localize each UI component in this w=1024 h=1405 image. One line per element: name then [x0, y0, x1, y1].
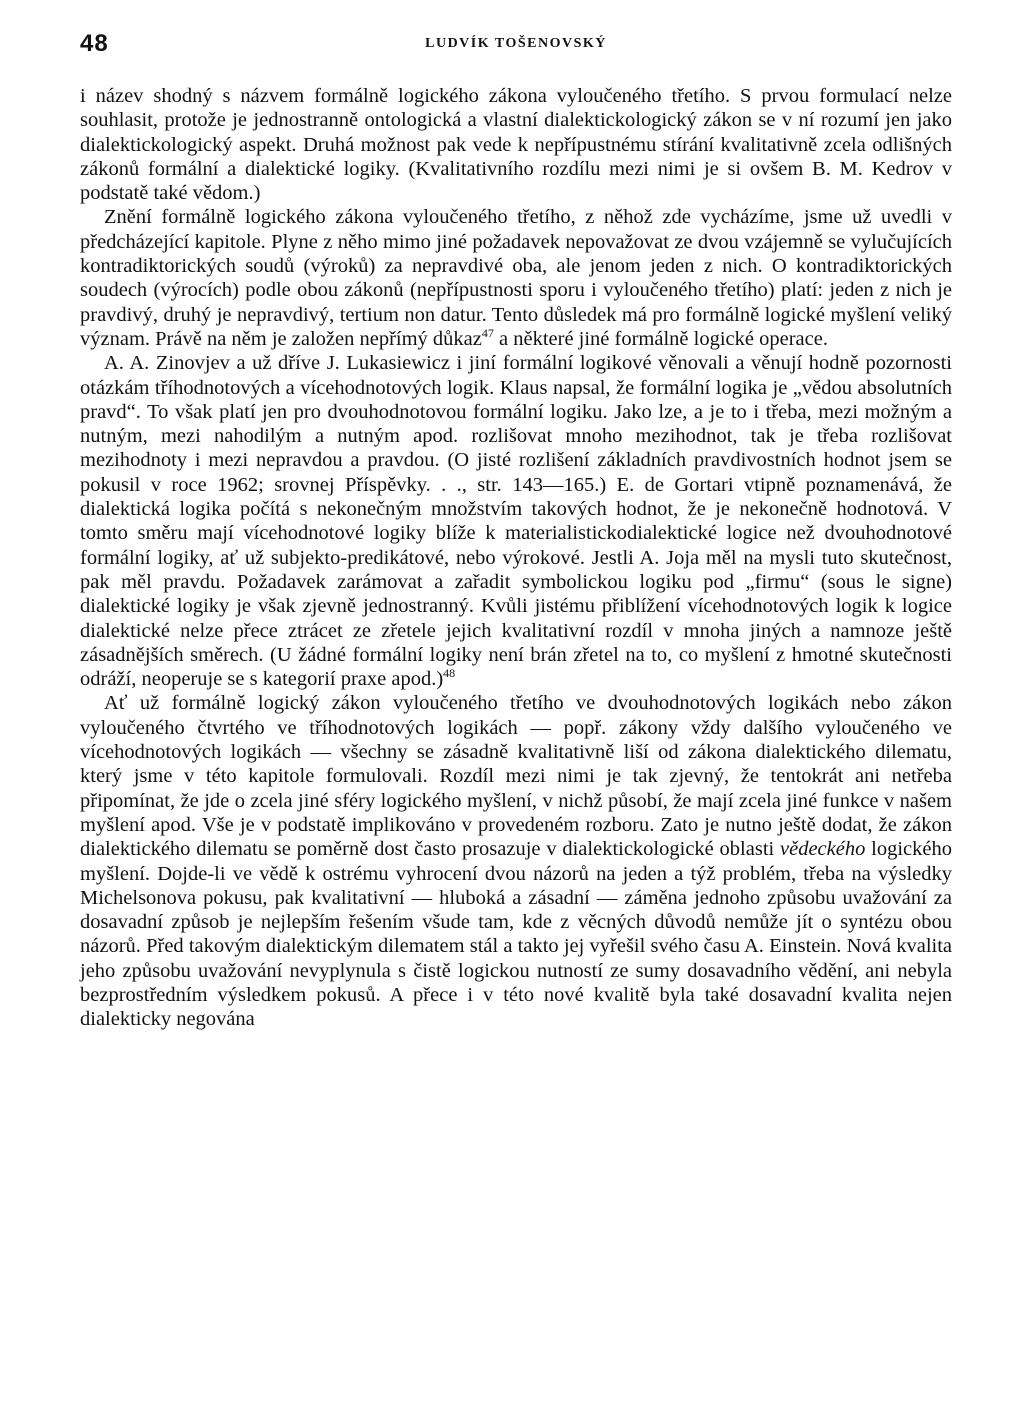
paragraph-2-text: Znění formálně logického zákona vyloučeného třetího, z něhož zde vycházíme, jsme už uvedli v předcházející kapitole. Plyne z něho mimo jiné požadavek nepovažovat ze dvou vzájemně se vylučujících kontradiktorických soudů (výroků) za nepravdivé oba, ale jenom jeden z nich. O kontradiktorických soudech (výrocích) podle obou zákonů (nepřípustnosti sporu i vyloučeného třetího) platí: jeden z nich je pravdivý, druhý je nepravdivý, tertium non datur. Tento důsledek má pro formálně logické myšlení veliký význam. Právě na něm je založen nepřímý důkaz — [80, 206, 952, 350]
page-number: 48 — [80, 30, 109, 57]
paragraph-3-text: A. A. Zinovjev a už dříve J. Lukasiewicz i jiní formální logikové věnovali a věnují hodně pozornosti otázkám tříhodnotových a vícehodnotových logik. Klaus napsal, že formální logika je „vědou absolutních pravd“. To však platí jen pro dvouhodnotovou formální logiku. Jako lze, a je to i třeba, mezi možným a nutným, mezi nahodilým a nutným apod. rozlišovat mnoho mezihodnot, tak je třeba rozlišovat mezihodnoty i mezi nepravdou a pravdou. (O jisté rozlišení základních pravdivostních hodnot jsem se pokusil v roce 1962; srovnej Příspěvky. . ., str. 143—165.) E. de Gortari vtipně poznamenává, že dialektická logika počítá s nekonečným množstvím takových hodnot, že je nekonečně hodnotová. V tomto směru mají vícehodnotové logiky blíže k materialistickodialektické logice než dvouhodnotové formální logiky, ať už subjekto-predikátové, nebo výrokové. Jestli A. Joja měl na mysli tuto skutečnost, pak měl pravdu. Požadavek zarámovat a zařadit symbolickou logiku pod „firmu“ (sous le signe) dialektické logiky je však zjevně jednostranný. Kvůli jistému přiblížení vícehodnotových logik k logice dialektické nelze přece ztrácet ze zřetele jejich kvalitativní rozdíl v mnoha jiných a namnoze ještě zásadnějších směrech. (U žádné formální logiky není brán zřetel na to, co myšlení z hmotné skutečnosti odráží, neoperuje se s kategorií praxe apod.) — [80, 352, 952, 691]
footnote-ref-48: 48 — [443, 666, 456, 681]
paragraph-4-text-a: Ať už formálně logický zákon vyloučeného třetího ve dvouhodnotových logikách nebo zákon vyloučeného čtvrtého ve tříhodnotových logikách — popř. zákony vždy dalšího vyloučeného ve vícehodnotových logikách — všechny se zásadně kvalitativně liší od zákona dialektického dilematu, který jsme v této kapitole formulovali. Rozdíl mezi nimi je tak zjevný, že tentokrát ani netřeba připomínat, že jde o zcela jiné sféry logického myšlení, v nichž působí, že mají zcela jiné funkce v našem myšlení apod. Vše je v podstatě implikováno v provedeném rozboru. Zato je nutno ještě dodat, že zákon dialektického dilematu se poměrně dost často prosazuje v dialektickologické oblasti — [80, 692, 952, 861]
page-header — [80, 30, 952, 60]
paragraph-2-end: a některé jiné formálně logické operace. — [493, 327, 828, 350]
paragraph-1: i název shodný s názvem formálně logického zákona vyloučeného třetího. S prvou formulací nelze souhlasit, protože je jednostranně ontologická a vlastní dialektickologický zákon se v ní rozumí jen jako dialektickologický aspekt. Druhá možnost pak vede k nepřípustnému stírání kvalitativně zcela odlišných zákonů formální a dialektické logiky. (Kvalitativního rozdílu mezi nimi je si ovšem B. M. Kedrov v podstatě také vědom.) — [80, 85, 952, 205]
paragraph-4 — [80, 691, 952, 1031]
paragraph-2 — [80, 205, 952, 351]
paragraph-4-text-b: logického myšlení. Dojde-li ve vědě k ostrému vyhrocení dvou názorů na jeden a týž problém, třeba na výsledky Michelsonova pokusu, pak kvalitativní — hluboká a zásadní — záměna jednoho způsobu uvažování za dosavadní způsob je nejlepším řešením všude tam, kde z věcných důvodů nemůže jít o syntézu obou názorů. Před takovým dialektickým dilematem stál a takto jej vyřešil svého času A. Einstein. Nová kvalita jeho způsobu uvažování nevyplynula s čistě logickou nutností ze sumy dosavadního vědění, ani nebyla bezprostředním výsledkem pokusů. A přece i v této nové kvalitě byla také dosavadní kvalita nejen dialekticky negována — [80, 838, 952, 1031]
footnote-ref-47: 47 — [481, 325, 494, 340]
running-head: LUDVÍK TOŠENOVSKÝ — [425, 36, 607, 51]
document-page — [80, 0, 952, 1405]
paragraph-3 — [80, 351, 952, 691]
paragraph-4-emphasis: vědeckého — [780, 838, 866, 861]
body-text — [80, 84, 952, 1032]
